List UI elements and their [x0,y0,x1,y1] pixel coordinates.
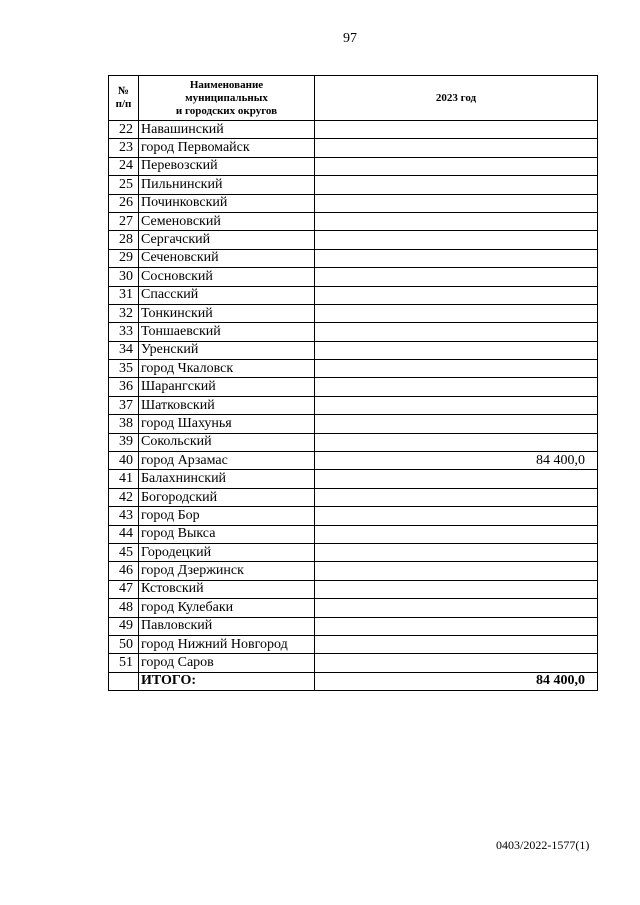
row-value [315,360,598,378]
row-number: 48 [109,599,139,617]
table-row [109,341,598,359]
row-municipality: Починковский [139,194,315,212]
row-value [315,470,598,488]
row-number: 37 [109,396,139,414]
row-value [315,194,598,212]
table-row [109,415,598,433]
row-value [315,139,598,157]
table-row [109,304,598,322]
row-value [315,580,598,598]
table-row [109,635,598,653]
row-value [315,212,598,230]
row-value [315,341,598,359]
row-municipality: Семеновский [139,212,315,230]
row-value [315,562,598,580]
row-value [315,599,598,617]
row-number: 32 [109,304,139,322]
table-row [109,176,598,194]
row-municipality: Пильнинский [139,176,315,194]
table-row [109,452,598,470]
row-number: 27 [109,212,139,230]
row-number: 24 [109,157,139,175]
row-number: 22 [109,121,139,139]
row-municipality: город Нижний Новгород [139,635,315,653]
row-number: 40 [109,452,139,470]
row-value [315,378,598,396]
row-number: 36 [109,378,139,396]
row-value [315,157,598,175]
row-value [315,617,598,635]
table-row [109,525,598,543]
row-number: 31 [109,286,139,304]
row-number: 29 [109,249,139,267]
row-municipality: Павловский [139,617,315,635]
table-row [109,488,598,506]
row-value [315,323,598,341]
row-value [315,121,598,139]
row-municipality: Сергачский [139,231,315,249]
row-value [315,286,598,304]
total-label: ИТОГО: [139,672,315,690]
row-value [315,249,598,267]
table-row [109,543,598,561]
row-value [315,231,598,249]
row-value [315,507,598,525]
total-row [109,672,598,690]
table-row [109,323,598,341]
row-value [315,396,598,414]
row-number: 44 [109,525,139,543]
row-value [315,415,598,433]
row-municipality: Шарангский [139,378,315,396]
row-municipality: Городецкий [139,543,315,561]
table-row [109,139,598,157]
row-number: 42 [109,488,139,506]
row-municipality: город Первомайск [139,139,315,157]
table-body [109,121,598,691]
row-number: 38 [109,415,139,433]
table-row [109,470,598,488]
row-number: 33 [109,323,139,341]
row-number: 34 [109,341,139,359]
row-value [315,543,598,561]
row-municipality: Сосновский [139,268,315,286]
row-number: 39 [109,433,139,451]
page-number: 97 [343,31,357,46]
row-number: 45 [109,543,139,561]
row-value [315,176,598,194]
row-municipality: город Чкаловск [139,360,315,378]
table-row [109,396,598,414]
row-value [315,488,598,506]
header-num: № п/п [109,76,139,121]
row-number: 51 [109,654,139,672]
row-municipality: Кстовский [139,580,315,598]
row-municipality: Сеченовский [139,249,315,267]
row-municipality: Уренский [139,341,315,359]
row-municipality: Богородский [139,488,315,506]
table-row [109,286,598,304]
table-row [109,507,598,525]
table-row [109,599,598,617]
row-value [315,268,598,286]
table-row [109,212,598,230]
table-row [109,231,598,249]
table-row [109,562,598,580]
row-value [315,654,598,672]
table-row [109,617,598,635]
header-year: 2023 год [315,76,598,121]
table-row [109,268,598,286]
total-number [109,672,139,690]
row-number: 47 [109,580,139,598]
table-row [109,378,598,396]
row-number: 50 [109,635,139,653]
row-number: 49 [109,617,139,635]
table-row [109,121,598,139]
row-number: 30 [109,268,139,286]
row-municipality: город Бор [139,507,315,525]
table-row [109,360,598,378]
row-value [315,304,598,322]
row-value [315,635,598,653]
row-number: 28 [109,231,139,249]
row-municipality: Навашинский [139,121,315,139]
table-row [109,654,598,672]
row-municipality: Перевозский [139,157,315,175]
row-municipality: город Шахунья [139,415,315,433]
row-number: 26 [109,194,139,212]
row-number: 23 [109,139,139,157]
row-municipality: Тоншаевский [139,323,315,341]
row-municipality: город Кулебаки [139,599,315,617]
row-value [315,433,598,451]
row-municipality: город Арзамас [139,452,315,470]
row-municipality: город Саров [139,654,315,672]
row-municipality: город Дзержинск [139,562,315,580]
total-value: 84 400,0 [315,672,598,690]
table-row [109,249,598,267]
row-number: 43 [109,507,139,525]
header-name: Наименование муниципальных и городских округов [139,76,315,121]
row-value: 84 400,0 [315,452,598,470]
row-municipality: Тонкинский [139,304,315,322]
table-row [109,433,598,451]
document-code: 0403/2022-1577(1) [496,838,590,852]
row-municipality: Балахнинский [139,470,315,488]
row-number: 25 [109,176,139,194]
row-municipality: город Выкса [139,525,315,543]
table-header-row [109,76,598,121]
row-number: 41 [109,470,139,488]
row-municipality: Сокольский [139,433,315,451]
row-value [315,525,598,543]
row-number: 35 [109,360,139,378]
allocation-table [108,75,598,691]
row-municipality: Шатковский [139,396,315,414]
row-municipality: Спасский [139,286,315,304]
table-row [109,580,598,598]
row-number: 46 [109,562,139,580]
table-row [109,157,598,175]
table-row [109,194,598,212]
